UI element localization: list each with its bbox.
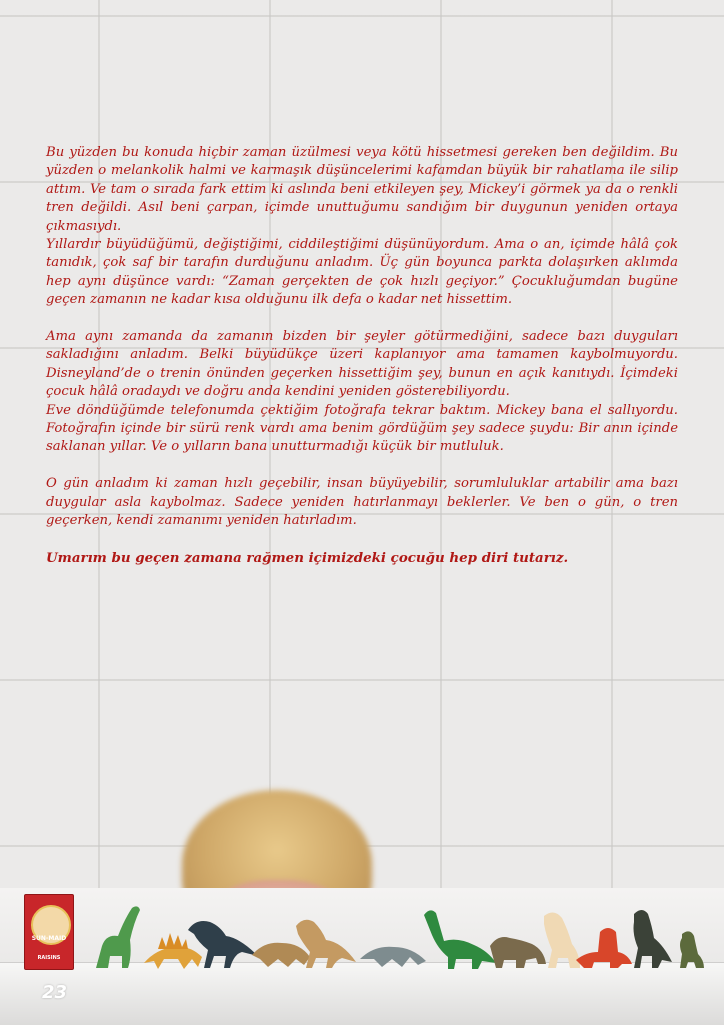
closing-line: Umarım bu geçen zamana rağmen içimizdeki çocuğu hep diri tutarız. [46, 549, 569, 566]
paragraph-5: O gün anladım ki zaman hızlı geçebilir, insan büyüyebilir, sorumluluklar artabilir ama bazı duygular asla kaybolmaz. Sadece yeniden hatırlanmayı beklerler. Ve ben o gün, o tren geçerken, kendi zamanımı yeniden hatırladım. [46, 476, 678, 529]
raisin-box [24, 894, 74, 970]
toy-dinosaur-triceratops [488, 930, 548, 970]
paragraph-1: Bu yüzden bu konuda hiçbir zaman üzülmesi veya kötü hissetmesi gereken ben değildim. Bu yüzden o melankolik halmi ve karmaşık düşüncelerimi kafamdan büyük bir rahatlama ile silip attım. Ve tam o sırada fark ettim ki aslında beni etkileyen şey, Mickey’i görmek ya da o renkli tren değildi. Asıl beni çarpan, içimde unuttuğumu sandığım bir duygunun yeniden ortaya çıkmasıydı. [46, 145, 678, 234]
raisin-box-label: RAISINS [37, 955, 61, 961]
raisin-box-brand: SUN-MAID [31, 935, 67, 942]
page-number: 23 [42, 982, 68, 1003]
paragraph-3: Ama aynı zamanda da zamanın bizden bir şeyler götürmediğini, sadece bazı duyguları sakladığını anladım. Belki büyüdükçe üzeri kaplanıyor ama tamamen kaybolmuyordu. Disneyland’de o trenin önünden geçerken hissettiğim şey, bunun en açık kanıtıydı. İçimdeki çocuk hâlâ oradaydı ve doğru anda kendini yeniden gösterebiliyordu. [46, 329, 678, 400]
toy-dinosaur-dark [628, 906, 674, 970]
article-text [46, 144, 678, 567]
toy-dinosaur-trex [186, 912, 260, 970]
paragraph-2: Yıllardır büyüdüğümü, değiştiğimi, ciddileştiğimi düşünüyordum. Ama o an, içimde hâlâ çok tanıdık, çok saf bir tarafın durduğunu anladım. Üç gün boyunca parkta dolaşırken aklımda hep aynı düşünce vardı: “Zaman gerçekten de çok hızlı geçiyor.” Çocukluğumdan bugüne geçen zamanın ne kadar kısa olduğunu ilk defa o kadar net hissettim. [46, 237, 678, 308]
toy-dinosaur-green [88, 900, 148, 972]
toy-dinosaur-small [676, 928, 706, 970]
paragraph-4: Eve döndüğümde telefonumda çektiğim fotoğrafa tekrar baktım. Mickey bana el sallıyordu. Fotoğrafın içinde bir sürü renk vardı ama benim gördüğüm şey sadece şuydu: Bir anın içinde saklanan yıllar. Ve o yılların bana unutturmadığı küçük bir mutluluk. [46, 402, 678, 455]
toy-dinosaur-brachiosaurus [418, 905, 498, 971]
toy-dinosaur-tan [292, 912, 358, 970]
toy-dinosaur-dimetrodon [574, 922, 634, 970]
